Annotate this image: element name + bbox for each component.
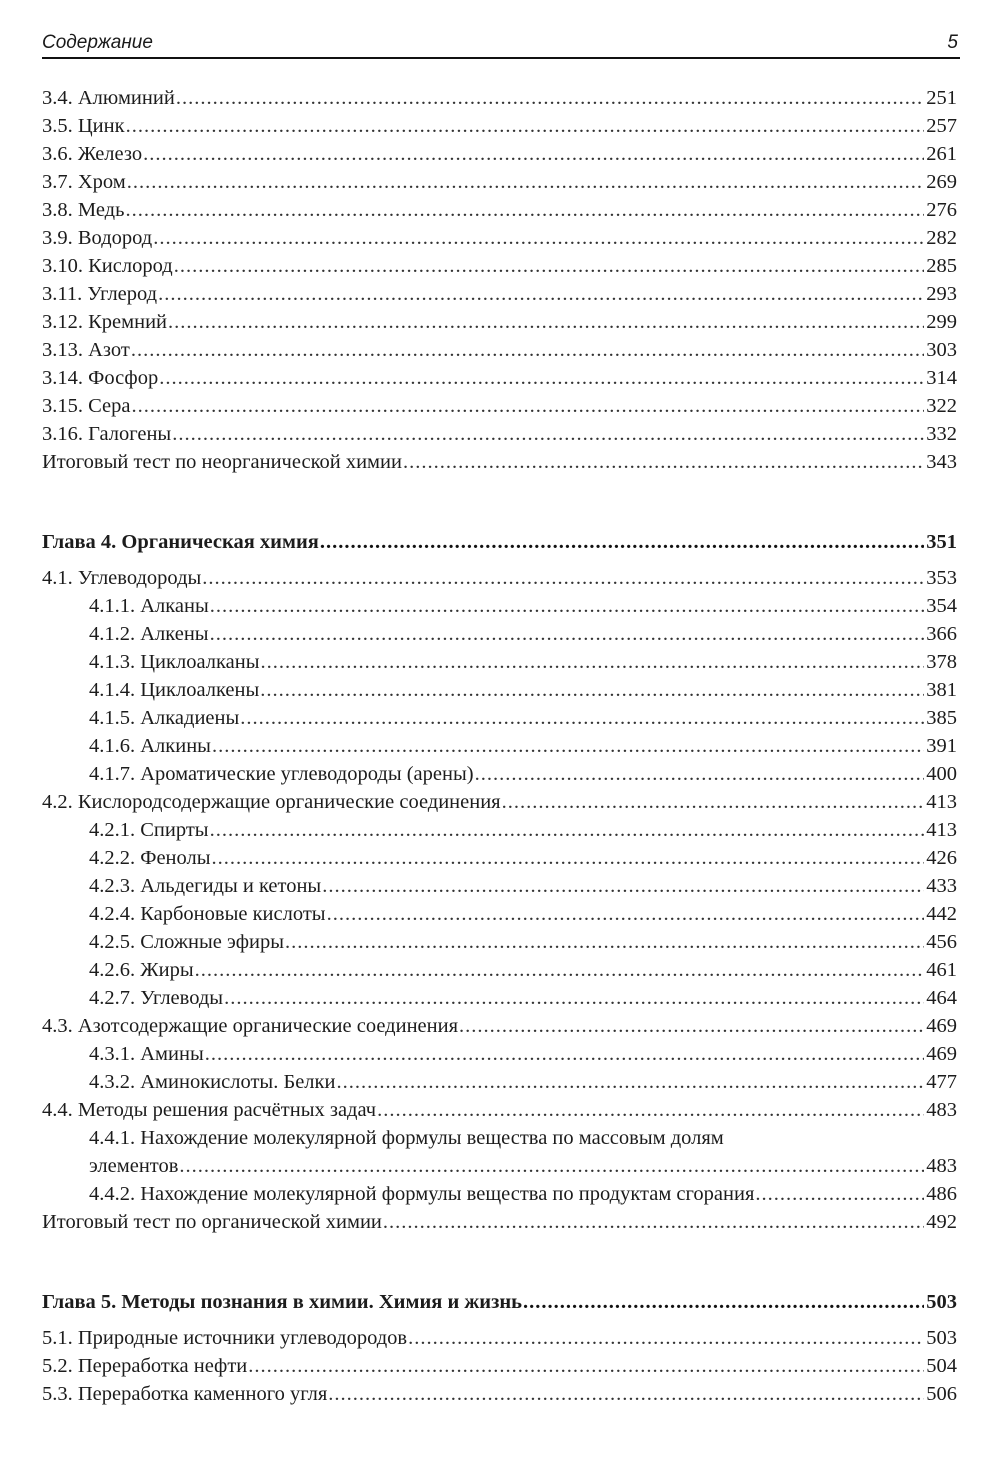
toc-entry-label: 3.9. Водород <box>42 227 153 249</box>
toc-entry-3-13[interactable] <box>42 336 957 364</box>
dot-leader <box>202 564 924 592</box>
dot-leader <box>159 364 924 392</box>
toc-entry-label: 4.1.5. Алкадиены <box>89 707 240 729</box>
toc-entry-label: 3.8. Медь <box>42 199 125 221</box>
toc-entry-page: 464 <box>926 987 957 1009</box>
toc-entry-4-3-1[interactable] <box>42 1040 957 1068</box>
dot-leader <box>127 168 924 196</box>
dot-leader <box>377 1096 924 1124</box>
toc-entry-page: 456 <box>926 931 957 953</box>
toc-entry-4-1-3[interactable] <box>42 648 957 676</box>
dot-leader <box>328 1380 924 1408</box>
dot-leader <box>475 760 925 788</box>
toc-entry-5-2[interactable] <box>42 1352 957 1380</box>
toc-entry-label: 4.1.4. Циклоалкены <box>89 679 260 701</box>
toc-entry-page: 378 <box>926 651 957 673</box>
toc-entry-4-1-5[interactable] <box>42 704 957 732</box>
toc-entry-label: 4.1. Углеводороды <box>42 567 202 589</box>
dot-leader <box>205 1040 925 1068</box>
toc-entry-3-16[interactable] <box>42 420 957 448</box>
toc-entry-label: 4.4.1. Нахождение молекулярной формулы вещества по массовым долям <box>89 1127 724 1149</box>
toc-entry-page: 503 <box>926 1327 957 1349</box>
toc-entry-page: 293 <box>926 283 957 305</box>
dot-leader <box>502 788 925 816</box>
toc-entry-page: 413 <box>926 791 957 813</box>
dot-leader <box>153 224 924 252</box>
toc-entry-page: 506 <box>926 1383 957 1405</box>
toc-entry-page: 303 <box>926 339 957 361</box>
toc-entry-page: 299 <box>926 311 957 333</box>
toc-entry-page: 354 <box>926 595 957 617</box>
toc-chapter-5-heading[interactable] <box>42 1288 957 1316</box>
dot-leader <box>320 528 924 556</box>
toc-entry-label: 3.10. Кислород <box>42 255 173 277</box>
toc-entry-label: 4.2.7. Углеводы <box>89 987 224 1009</box>
toc-entry-3-6[interactable] <box>42 140 957 168</box>
toc-entry-4-1-1[interactable] <box>42 592 957 620</box>
toc-entry-label: 3.14. Фосфор <box>42 367 159 389</box>
toc-entry-page: 276 <box>926 199 957 221</box>
dot-leader <box>172 420 924 448</box>
toc-entry-page: 381 <box>926 679 957 701</box>
dot-leader <box>210 592 924 620</box>
toc-entry-page: 483 <box>926 1155 957 1177</box>
toc-entry-label: 4.2.2. Фенолы <box>89 847 211 869</box>
toc-entry-label: 3.11. Углерод <box>42 283 158 305</box>
toc-entry-4-2-5[interactable] <box>42 928 957 956</box>
toc-entry-4-2-6[interactable] <box>42 956 957 984</box>
toc-entry-label: 5.3. Переработка каменного угля <box>42 1383 328 1405</box>
toc-entry-label: Глава 4. Органическая химия <box>42 531 319 553</box>
toc-entry-4-2[interactable] <box>42 788 957 816</box>
toc-entry-label: 5.1. Природные источники углеводородов <box>42 1327 408 1349</box>
toc-entry-label: 4.4. Методы решения расчётных задач <box>42 1099 377 1121</box>
toc-entry-label: 4.2.4. Карбоновые кислоты <box>89 903 326 925</box>
toc-entry-page: 314 <box>926 367 957 389</box>
toc-entry-label: 4.1.6. Алкины <box>89 735 211 757</box>
toc-entry-5-3[interactable] <box>42 1380 957 1408</box>
toc-entry-label: 3.12. Кремний <box>42 311 168 333</box>
dot-leader <box>224 984 924 1012</box>
toc-entry-page: 492 <box>926 1211 957 1233</box>
toc-entry-page: 385 <box>926 707 957 729</box>
toc-entry-label: 4.3.2. Аминокислоты. Белки <box>89 1071 336 1093</box>
dot-leader <box>240 704 924 732</box>
dot-leader <box>143 140 924 168</box>
toc-entry-page: 366 <box>926 623 957 645</box>
toc-entry-page: 461 <box>926 959 957 981</box>
dot-leader <box>248 1352 924 1380</box>
toc-entry-4-4-1-line-1[interactable] <box>42 1124 957 1152</box>
dot-leader <box>336 1068 924 1096</box>
dot-leader <box>408 1324 924 1352</box>
toc-entry-page: 400 <box>926 763 957 785</box>
toc-entry-3-5[interactable] <box>42 112 957 140</box>
toc-entry-label: 3.15. Сера <box>42 395 131 417</box>
toc-entry-4-1[interactable] <box>42 564 957 592</box>
toc-entry-4-1-2[interactable] <box>42 620 957 648</box>
toc-entry-label: 4.2.5. Сложные эфиры <box>89 931 284 953</box>
toc-entry-4-1-6[interactable] <box>42 732 957 760</box>
toc-entry-label: Итоговый тест по неорганической химии <box>42 451 402 473</box>
dot-leader <box>210 620 925 648</box>
dot-leader <box>523 1288 924 1316</box>
toc-entry-page: 332 <box>926 423 957 445</box>
toc-entry-page: 353 <box>926 567 957 589</box>
toc-entry-page: 486 <box>926 1183 957 1205</box>
dot-leader <box>125 196 924 224</box>
dot-leader <box>322 872 924 900</box>
running-head-page-number: 5 <box>947 32 958 53</box>
dot-leader <box>168 308 924 336</box>
toc-entry-4-2-4[interactable] <box>42 900 957 928</box>
toc-entry-4-4[interactable] <box>42 1096 957 1124</box>
toc-entry-3-8[interactable] <box>42 196 957 224</box>
toc-entry-label: 4.1.7. Ароматические углеводороды (арены) <box>89 763 474 785</box>
toc-entry-label: 4.3. Азотсодержащие органические соединения <box>42 1015 459 1037</box>
toc-entry-4-2-3[interactable] <box>42 872 957 900</box>
toc-entry-label: 3.4. Алюминий <box>42 87 175 109</box>
toc-entry-4-2-7[interactable] <box>42 984 957 1012</box>
dot-leader <box>210 816 925 844</box>
dot-leader <box>403 448 924 476</box>
toc-entry-3-7[interactable] <box>42 168 957 196</box>
toc-entry-page: 257 <box>926 115 957 137</box>
dot-leader <box>260 648 924 676</box>
dot-leader <box>755 1180 924 1208</box>
toc-entry-4-2-2[interactable] <box>42 844 957 872</box>
toc-entry-4-1-7[interactable] <box>42 760 957 788</box>
toc-entry-page: 504 <box>926 1355 957 1377</box>
dot-leader <box>174 252 925 280</box>
toc-entry-page: 477 <box>926 1071 957 1093</box>
toc-entry-label: Итоговый тест по органической химии <box>42 1211 382 1233</box>
toc-entry-page: 351 <box>926 531 957 553</box>
toc-entry-3-12[interactable] <box>42 308 957 336</box>
dot-leader <box>459 1012 924 1040</box>
toc-entry-page: 261 <box>926 143 957 165</box>
toc-entry-label: 3.6. Железо <box>42 143 143 165</box>
dot-leader <box>285 928 924 956</box>
dot-leader <box>383 1208 924 1236</box>
toc-entry-4-3[interactable] <box>42 1012 957 1040</box>
toc-entry-4-4-2[interactable] <box>42 1180 957 1208</box>
toc-entry-final-test-inorganic[interactable] <box>42 448 957 476</box>
toc-entry-label: 3.5. Цинк <box>42 115 125 137</box>
toc-entry-3-9[interactable] <box>42 224 957 252</box>
toc-entry-label: 4.1.2. Алкены <box>89 623 209 645</box>
toc-entry-label: 4.2.1. Спирты <box>89 819 209 841</box>
toc-entry-label: 4.2. Кислородсодержащие органические соединения <box>42 791 501 813</box>
toc-entry-page: 503 <box>926 1291 957 1313</box>
toc-entry-3-10[interactable] <box>42 252 957 280</box>
toc-entry-page: 483 <box>926 1099 957 1121</box>
toc-entry-label: 4.2.6. Жиры <box>89 959 194 981</box>
toc-entry-label: 3.16. Галогены <box>42 423 172 445</box>
toc-entry-page: 426 <box>926 847 957 869</box>
toc-entry-5-1[interactable] <box>42 1324 957 1352</box>
toc-entry-3-15[interactable] <box>42 392 957 420</box>
running-head-title: Содержание <box>42 32 153 53</box>
toc-entry-page: 343 <box>926 451 957 473</box>
table-of-contents <box>42 84 957 1408</box>
dot-leader <box>260 676 924 704</box>
toc-chapter-4-heading[interactable] <box>42 528 957 556</box>
toc-entry-page: 413 <box>926 819 957 841</box>
toc-entry-label: 4.3.1. Амины <box>89 1043 204 1065</box>
toc-entry-page: 269 <box>926 171 957 193</box>
toc-entry-3-11[interactable] <box>42 280 957 308</box>
toc-entry-label: 3.13. Азот <box>42 339 130 361</box>
dot-leader <box>176 84 924 112</box>
dot-leader <box>132 392 925 420</box>
toc-entry-page: 282 <box>926 227 957 249</box>
toc-entry-final-test-organic[interactable] <box>42 1208 957 1236</box>
toc-entry-4-3-2[interactable] <box>42 1068 957 1096</box>
dot-leader <box>158 280 924 308</box>
dot-leader <box>179 1152 924 1180</box>
toc-entry-4-2-1[interactable] <box>42 816 957 844</box>
toc-entry-page: 285 <box>926 255 957 277</box>
toc-entry-label: 4.1.1. Алканы <box>89 595 209 617</box>
toc-entry-page: 251 <box>926 87 957 109</box>
dot-leader <box>212 732 924 760</box>
dot-leader <box>212 844 925 872</box>
dot-leader <box>327 900 925 928</box>
toc-entry-page: 391 <box>926 735 957 757</box>
toc-entry-label: Глава 5. Методы познания в химии. Химия и жизнь <box>42 1291 522 1313</box>
toc-entry-3-4[interactable] <box>42 84 957 112</box>
toc-entry-4-1-4[interactable] <box>42 676 957 704</box>
toc-entry-label: 5.2. Переработка нефти <box>42 1355 248 1377</box>
dot-leader <box>126 112 925 140</box>
toc-entry-page: 469 <box>926 1043 957 1065</box>
toc-entry-page: 322 <box>926 395 957 417</box>
toc-entry-label: 4.4.2. Нахождение молекулярной формулы вещества по продуктам сгорания <box>89 1183 755 1205</box>
toc-entry-page: 433 <box>926 875 957 897</box>
toc-entry-4-4-1-line-2[interactable] <box>42 1152 957 1180</box>
toc-entry-label: 4.1.3. Циклоалканы <box>89 651 260 673</box>
running-head <box>42 30 960 59</box>
dot-leader <box>195 956 925 984</box>
toc-entry-label: 4.2.3. Альдегиды и кетоны <box>89 875 322 897</box>
toc-entry-3-14[interactable] <box>42 364 957 392</box>
dot-leader <box>131 336 924 364</box>
toc-entry-page: 469 <box>926 1015 957 1037</box>
toc-entry-label: 3.7. Хром <box>42 171 126 193</box>
toc-entry-label: элементов <box>89 1155 179 1177</box>
toc-entry-page: 442 <box>926 903 957 925</box>
